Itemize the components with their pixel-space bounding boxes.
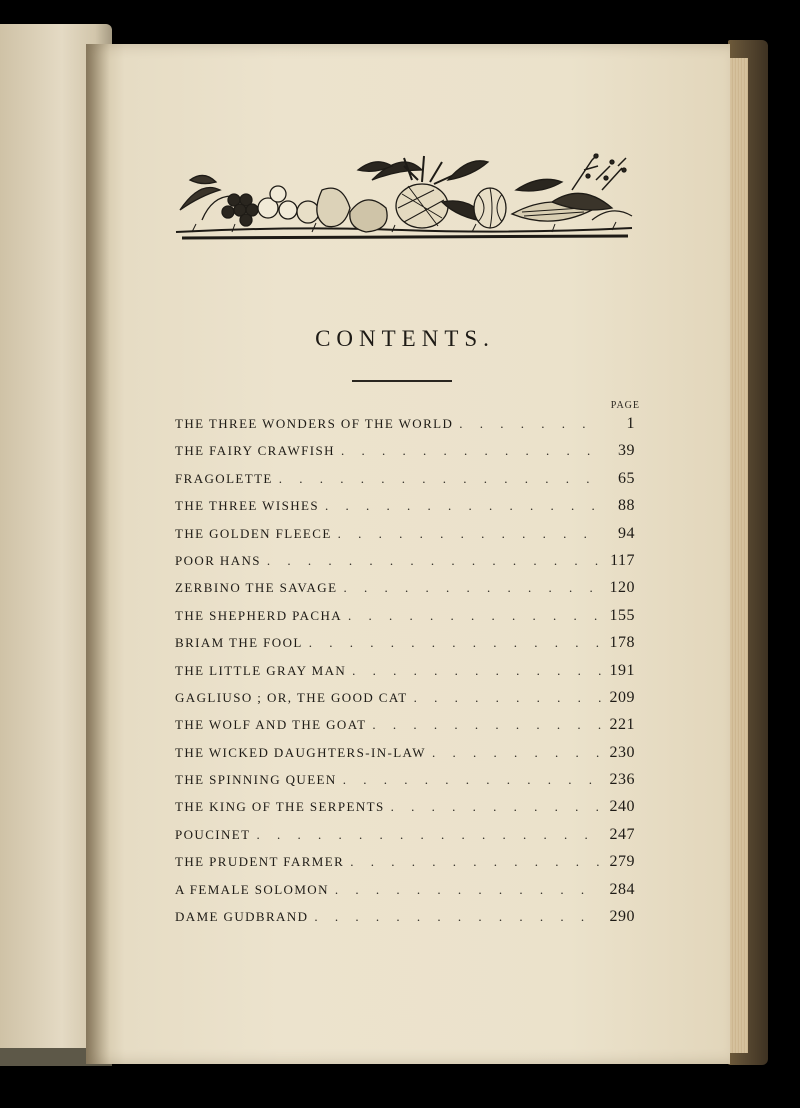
- toc-entry-title: GAGLIUSO ; OR, THE GOOD CAT: [175, 689, 408, 705]
- dot-leader: [250, 827, 601, 843]
- toc-entry: [175, 689, 635, 716]
- toc-entry-title: THE SPINNING QUEEN: [175, 772, 337, 788]
- toc-entry-page: 247: [609, 825, 635, 843]
- dot-leader: [342, 608, 601, 624]
- dot-leader: [332, 526, 601, 542]
- toc-entry-page: 209: [609, 688, 635, 706]
- fruit-garland-headpiece-icon: [172, 150, 636, 246]
- toc-entry-title: A FEMALE SOLOMON: [175, 881, 329, 897]
- toc-entry-page: 236: [609, 771, 635, 789]
- page-title: CONTENTS.: [315, 326, 495, 351]
- toc-entry: [175, 771, 635, 798]
- dot-leader: [261, 553, 601, 569]
- toc-entry-page: 191: [609, 661, 635, 679]
- contents-list: [175, 415, 635, 935]
- toc-entry-title: THE WOLF AND THE GOAT: [175, 717, 367, 733]
- toc-entry-title: THE SHEPHERD PACHA: [175, 607, 343, 623]
- toc-entry-page: 117: [610, 551, 635, 569]
- dot-leader: [329, 882, 601, 898]
- dot-leader: [335, 443, 601, 459]
- toc-entry: [175, 579, 635, 606]
- toc-entry-title: THE THREE WISHES: [175, 498, 319, 514]
- toc-entry: [175, 853, 635, 880]
- toc-entry-page: 178: [609, 634, 635, 652]
- toc-entry-title: THE LITTLE GRAY MAN: [175, 662, 347, 678]
- dot-leader: [453, 416, 601, 432]
- toc-entry-page: 88: [618, 497, 635, 515]
- toc-entry: [175, 442, 635, 469]
- toc-entry: [175, 525, 635, 552]
- toc-entry-title: POOR HANS: [175, 552, 261, 568]
- toc-entry-title: THE GOLDEN FLEECE: [175, 525, 332, 541]
- title-rule: [352, 380, 452, 382]
- toc-entry: [175, 552, 635, 579]
- toc-entry-title: THE FAIRY CRAWFISH: [175, 443, 335, 459]
- toc-entry-page: 94: [618, 524, 635, 542]
- toc-entry-page: 65: [618, 469, 635, 487]
- toc-entry-title: POUCINET: [175, 826, 251, 842]
- toc-entry-page: 230: [609, 743, 635, 761]
- toc-entry: [175, 716, 635, 743]
- toc-entry-title: THE KING OF THE SERPENTS: [175, 799, 385, 815]
- toc-entry-page: 290: [609, 908, 635, 926]
- dot-leader: [344, 854, 601, 870]
- dot-leader: [346, 663, 601, 679]
- toc-entry-title: BRIAM THE FOOL: [175, 635, 303, 651]
- dot-leader: [426, 745, 601, 761]
- toc-entry: [175, 881, 635, 908]
- gutter-shadow: [86, 44, 110, 1064]
- dot-leader: [337, 772, 601, 788]
- toc-entry: [175, 826, 635, 853]
- toc-entry: [175, 798, 635, 825]
- dot-leader: [319, 498, 601, 514]
- toc-entry: [175, 908, 635, 935]
- toc-entry-title: THE WICKED DAUGHTERS-IN-LAW: [175, 744, 426, 760]
- dot-leader: [303, 635, 601, 651]
- dot-leader: [337, 580, 601, 596]
- toc-entry-page: 284: [609, 880, 635, 898]
- toc-entry-page: 1: [626, 415, 635, 432]
- dot-leader: [308, 909, 601, 925]
- toc-entry-page: 155: [609, 606, 635, 624]
- toc-entry-title: THE THREE WONDERS OF THE WORLD: [175, 416, 454, 431]
- toc-entry-page: 120: [609, 579, 635, 597]
- toc-entry-page: 240: [609, 798, 635, 816]
- toc-entry: [175, 634, 635, 661]
- page-column-label: PAGE: [610, 400, 640, 411]
- dot-leader: [385, 799, 601, 815]
- toc-entry: [175, 415, 635, 442]
- dot-leader: [366, 717, 601, 733]
- toc-entry: [175, 497, 635, 524]
- dot-leader: [273, 471, 601, 487]
- toc-entry: [175, 607, 635, 634]
- toc-entry-title: FRAGOLETTE: [175, 470, 273, 486]
- toc-entry-page: 279: [609, 853, 635, 871]
- toc-entry-title: ZERBINO THE SAVAGE: [175, 580, 338, 596]
- toc-entry-title: DAME GUDBRAND: [175, 909, 309, 925]
- toc-entry: [175, 470, 635, 497]
- toc-entry-page: 221: [609, 716, 635, 734]
- toc-entry: [175, 744, 635, 771]
- dot-leader: [408, 690, 601, 706]
- toc-entry-title: THE PRUDENT FARMER: [175, 854, 345, 870]
- toc-entry-page: 39: [618, 442, 635, 460]
- toc-entry: [175, 662, 635, 689]
